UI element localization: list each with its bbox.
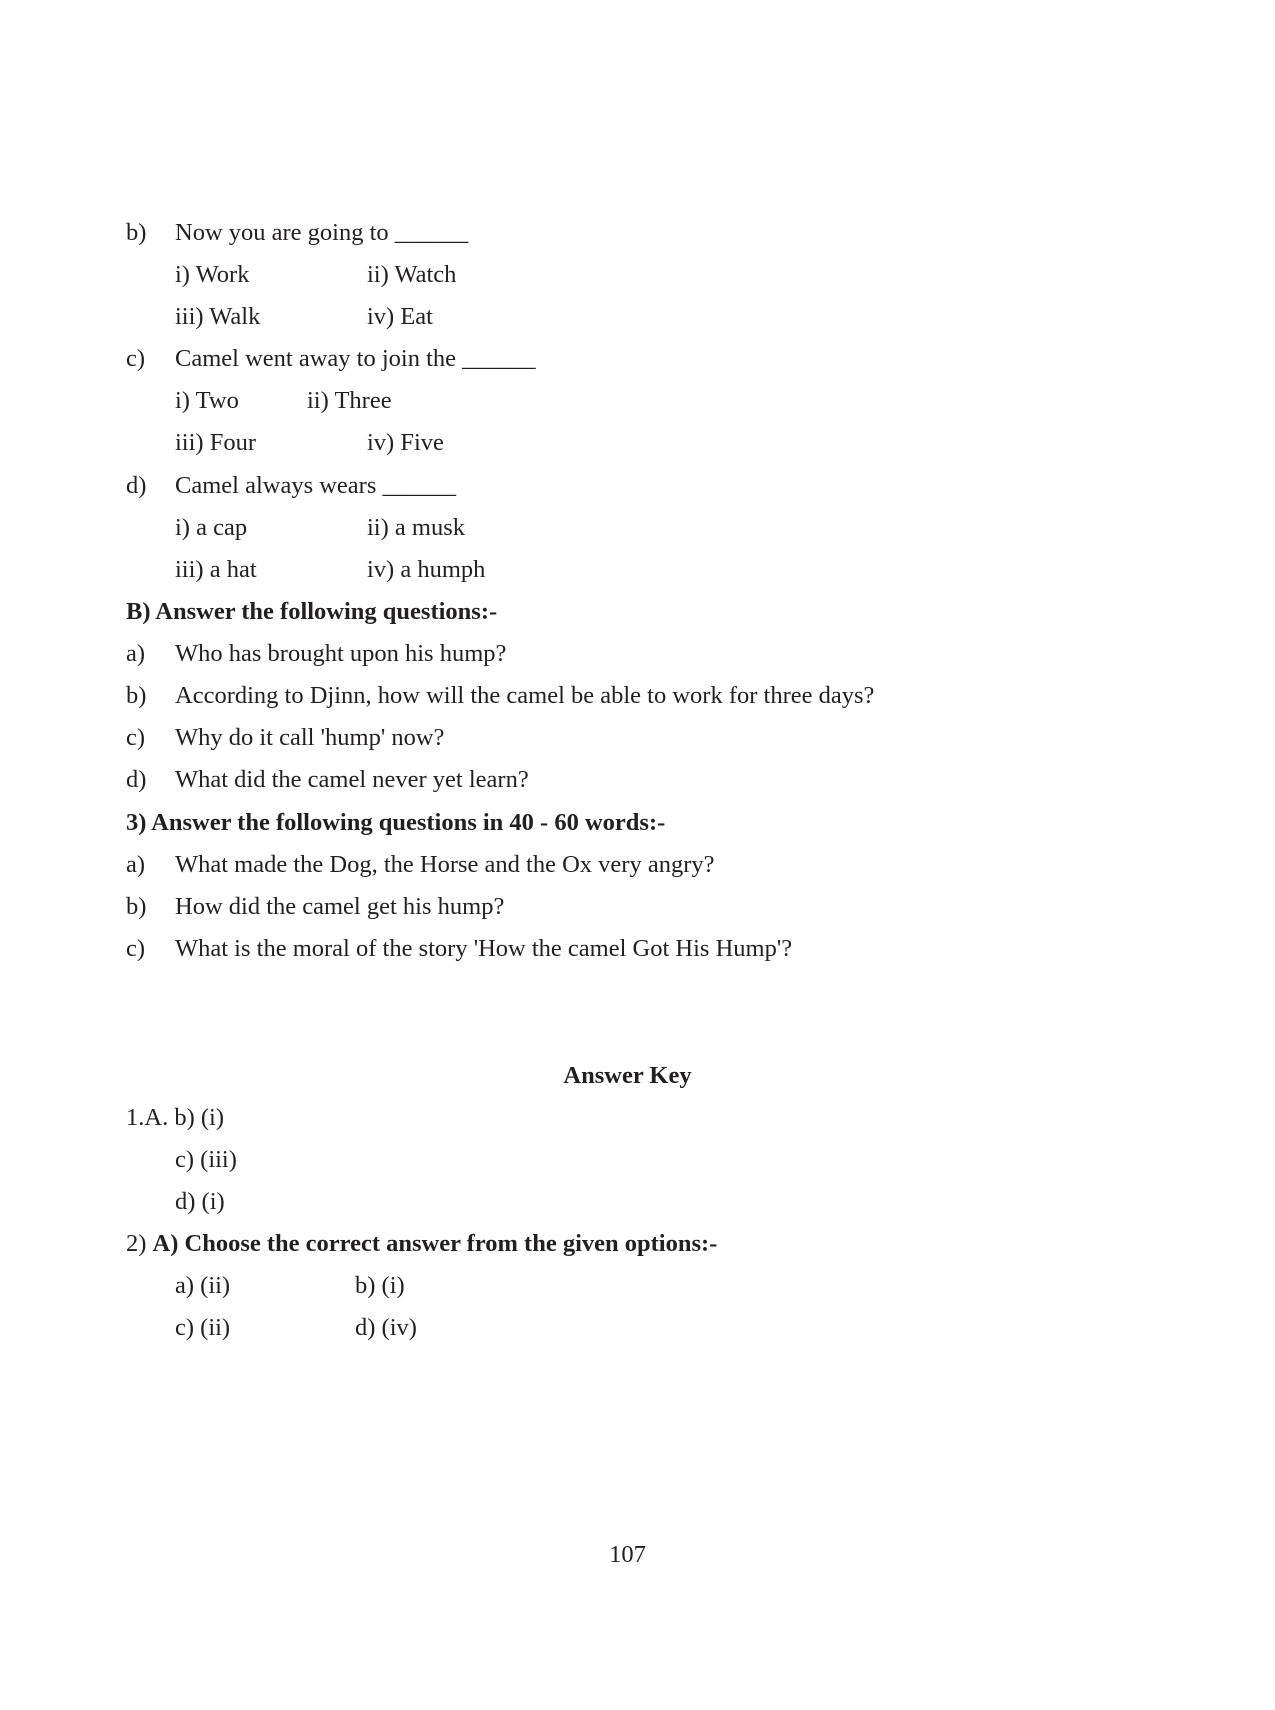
option: ii) a musk (367, 514, 465, 541)
question-text: What did the camel never yet learn? (175, 766, 529, 793)
option: ii) Three (307, 387, 392, 414)
option: i) a cap (175, 514, 248, 541)
question-label: b) (126, 893, 147, 920)
question-text: Now you are going to ______ (175, 219, 469, 246)
question-label: c) (126, 345, 146, 372)
answer-section-number: 2) (126, 1230, 153, 1257)
answer-line: b) (i) (355, 1272, 405, 1299)
option: i) Two (175, 387, 239, 414)
question-label: a) (126, 851, 146, 878)
question-text: What made the Dog, the Horse and the Ox very angry? (175, 851, 715, 878)
question-label: c) (126, 935, 146, 962)
option: iv) Eat (367, 303, 433, 330)
answer-line: c) (iii) (175, 1146, 237, 1173)
question-text: What is the moral of the story 'How the camel Got His Hump'? (175, 935, 793, 962)
question-text: Camel always wears ______ (175, 472, 456, 499)
answer-line: c) (ii) (175, 1314, 231, 1341)
question-text: Who has brought upon his hump? (175, 640, 507, 667)
answer-key-title: Answer Key (563, 1062, 692, 1089)
question-text: Why do it call 'hump' now? (175, 724, 445, 751)
option: iii) Four (175, 429, 256, 456)
option: ii) Watch (367, 261, 457, 288)
section-heading: B) Answer the following questions:- (126, 598, 498, 625)
question-text: According to Djinn, how will the camel be able to work for three days? (175, 682, 875, 709)
answer-line: a) (ii) (175, 1272, 231, 1299)
question-label: d) (126, 766, 147, 793)
option: iii) a hat (175, 556, 257, 583)
question-text: Camel went away to join the ______ (175, 345, 536, 372)
option: iii) Walk (175, 303, 261, 330)
page-number: 107 (609, 1541, 646, 1568)
answer-section-heading (126, 1229, 717, 1259)
question-label: c) (126, 724, 146, 751)
answer-line: d) (i) (175, 1188, 225, 1215)
option: i) Work (175, 261, 250, 288)
option: iv) a humph (367, 556, 486, 583)
section-heading: 3) Answer the following questions in 40 - 60 words:- (126, 809, 666, 836)
option: iv) Five (367, 429, 444, 456)
question-label: d) (126, 472, 147, 499)
answer-line: d) (iv) (355, 1314, 417, 1341)
question-label: a) (126, 640, 146, 667)
question-label: b) (126, 682, 147, 709)
answer-section-title: A) Choose the correct answer from the given options:- (152, 1230, 718, 1257)
question-label: b) (126, 219, 147, 246)
question-text: How did the camel get his hump? (175, 893, 505, 920)
answer-line: 1.A. b) (i) (126, 1104, 224, 1131)
